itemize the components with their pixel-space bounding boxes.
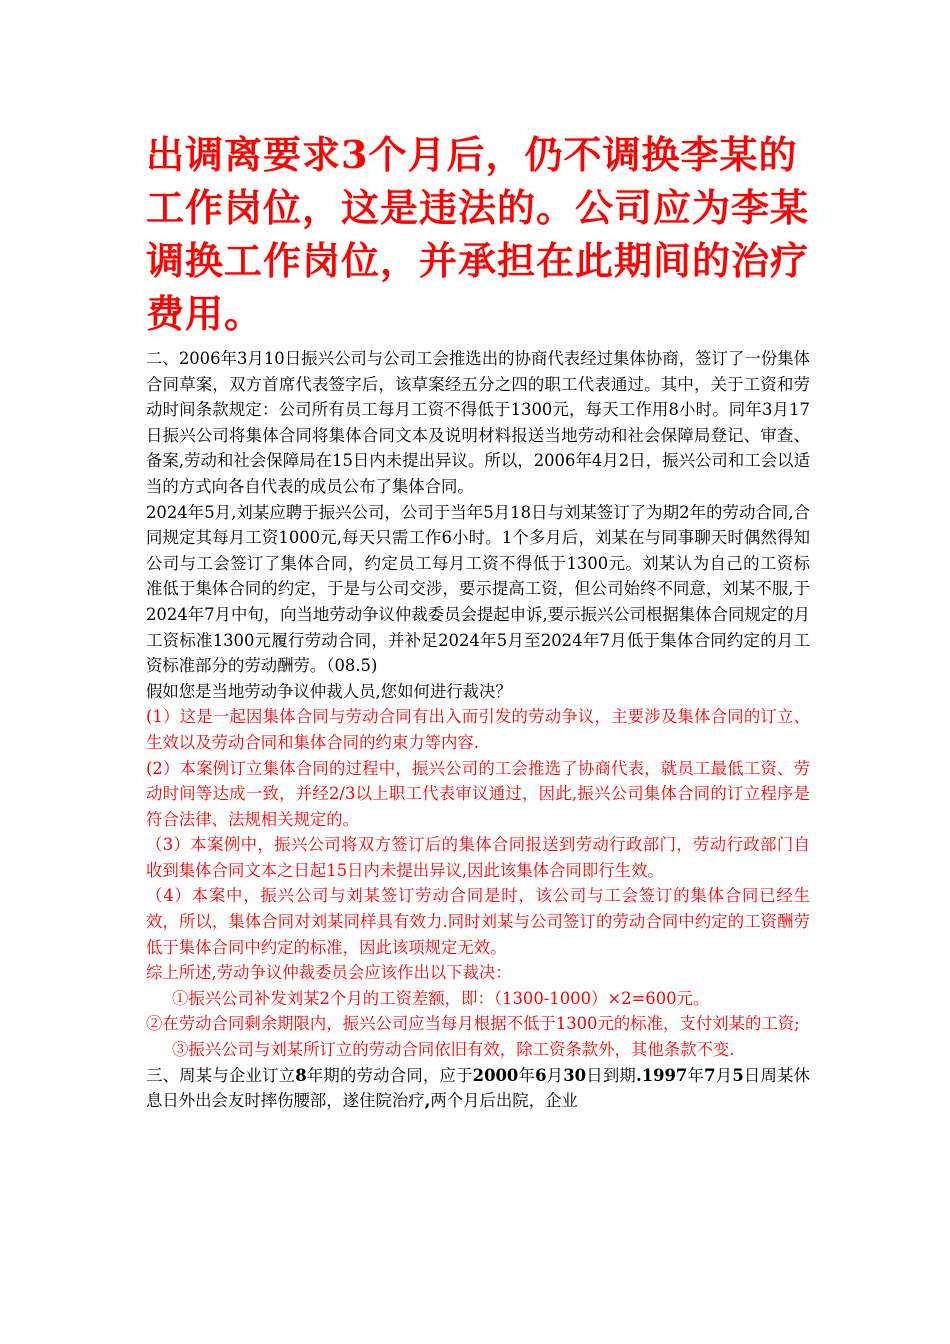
summary-line: 综上所述,劳动争议仲裁委员会应该作出以下裁决： bbox=[146, 963, 512, 983]
case3-number: 30 bbox=[563, 1065, 587, 1085]
case3-text: 年期的劳动合同，应于 bbox=[306, 1065, 473, 1085]
case2-question: 假如您是当地劳动争议仲裁人员,您如何进行裁决？ bbox=[146, 681, 512, 701]
case3-text: 日到期 bbox=[586, 1065, 637, 1085]
case3-text: 年 bbox=[518, 1065, 536, 1085]
document-body bbox=[146, 346, 810, 1114]
case3-paragraph bbox=[146, 1063, 810, 1114]
ruling-2: ②在劳动合同剩余期限内，振兴公司应当每月根据不低于1300元的标准，支付刘某的工资; bbox=[146, 1014, 800, 1034]
case3-number: 8 bbox=[295, 1065, 307, 1085]
ruling-3: ③振兴公司与刘某所订立的劳动合同依旧有效，除工资条款外，其他条款不变. bbox=[172, 1040, 735, 1060]
case2-facts: 2024年5月,刘某应聘于振兴公司，公司于当年5月18日与刘某签订了为期2年的劳动合同,合同规定其每月工资1000元,每天只需工作6小时。1个多月后，刘某在与同事聊天时偶然得知公司与工会签订了集体合同，约定员工每月工资不得低于1300元。刘某认为自己的工资标准低于集体合同的约定，于是与公司交涉，要示提高工资，但公司始终不同意，刘某不服,于2024年7月中旬，向当地劳动争议仲裁委员会提起申诉,要示振兴公司根据集体合同规定的月工资标准1300元履行劳动合同，并补足2024年5月至2024年7月低于集体合同约定的月工资标准部分的劳动酬劳。（08.5) bbox=[146, 502, 810, 676]
ruling-1: ①振兴公司补发刘某2个月的工资差额，即：（1300-1000）×2=600元。 bbox=[172, 988, 710, 1008]
answer-2: (2）本案例订立集体合同的过程中，振兴公司的工会推选了协商代表，就员工最低工资、劳动时间等达成一致，并经2/3以上职工代表审议通过，因此,振兴公司集体合同的订立程序是符合法律、法规相关规定的。 bbox=[146, 758, 810, 829]
answer-4: （4）本案中，振兴公司与刘某签订劳动合同是时，该公司与工会签订的集体合同已经生效，所以，集体合同对刘某同样具有效力.同时刘某与公司签订的劳动合同中约定的工资酬劳低于集体合同中约定的标准，因此该项规定无效。 bbox=[146, 886, 810, 957]
case2-intro: 二、2006年3月10日振兴公司与公司工会推选出的协商代表经过集体协商，签订了一份集体合同草案，双方首席代表签字后，该草案经五分之四的职工代表通过。其中，关于工资和劳动时间条款规定：公司所有员工每月工资不得低于1300元，每天工作用8小时。同年3月17日振兴公司将集体合同将集体合同文本及说明材料报送当地劳动和社会保障局登记、审查、备案,劳动和社会保障局在15日内未提出异议。所以，2006年4月2日，振兴公司和工会以适当的方式向各自代表的成员公布了集体合同。 bbox=[146, 349, 810, 496]
case3-number: 6 bbox=[535, 1065, 547, 1085]
case3-text: 年 bbox=[687, 1065, 705, 1085]
case3-number: .1997 bbox=[636, 1065, 688, 1085]
case3-number: 7 bbox=[704, 1065, 716, 1085]
case3-number: 5 bbox=[732, 1065, 744, 1085]
answer-1: (1）这是一起因集体合同与劳动合同有出入而引发的劳动争议，主要涉及集体合同的订立、生效以及劳动合同和集体合同的约束力等内容. bbox=[146, 707, 810, 752]
case3-text: 月 bbox=[546, 1065, 564, 1085]
case3-text: 两个月后出院，企业 bbox=[430, 1091, 578, 1111]
case3-text: 月 bbox=[715, 1065, 733, 1085]
case3-number: , bbox=[424, 1091, 431, 1111]
answer-3: （3）本案例中，振兴公司将双方签订后的集体合同报送到劳动行政部门，劳动行政部门自收到集体合同文本之日起15日内未提出异议,因此该集体合同即行生效。 bbox=[146, 835, 810, 880]
highlighted-heading: 出调离要求3个月后，仍不调换李某的工作岗位，这是违法的。公司应为李某调换工作岗位，并承担在此期间的治疗费用。 bbox=[146, 132, 810, 336]
case3-text: 三、周某与企业订立 bbox=[146, 1065, 296, 1085]
case3-number: 2000 bbox=[472, 1065, 519, 1085]
case3-text: 日周某休息日外出会友时摔伤腰部，遂住院治疗 bbox=[146, 1065, 811, 1111]
